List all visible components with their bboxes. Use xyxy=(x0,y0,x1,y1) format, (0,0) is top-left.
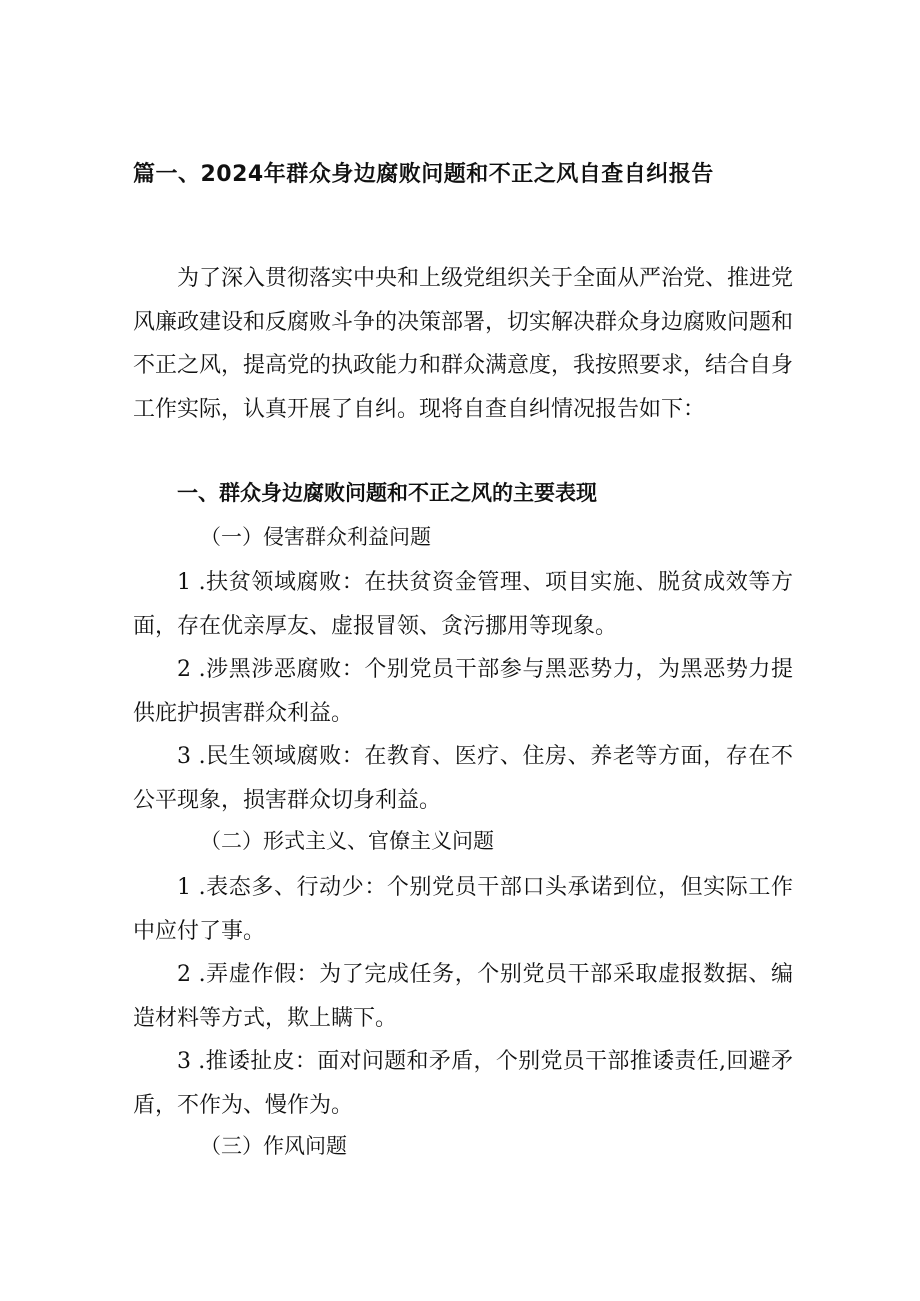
list-item: 2 .弄虚作假：为了完成任务，个别党员干部采取虚报数据、编造材料等方式，欺上瞒下。 xyxy=(133,962,793,1031)
document-title: 篇一、2024年群众身边腐败问题和不正之风自查自纠报告 xyxy=(133,162,714,187)
subsection-heading: （三）作风问题 xyxy=(200,1134,347,1158)
subsection-heading: （二）形式主义、官僚主义问题 xyxy=(200,829,494,853)
list-item: 1 .扶贫领域腐败：在扶贫资金管理、项目实施、脱贫成效等方面，存在优亲厚友、虚报冒领、贪污挪用等现象。 xyxy=(133,570,793,639)
list-item: 3 .民生领域腐败：在教育、医疗、住房、养老等方面，存在不公平现象，损害群众切身利益。 xyxy=(133,744,793,813)
list-item: 3 .推诿扯皮：面对问题和矛盾，个别党员干部推诿责任,回避矛盾，不作为、慢作为。 xyxy=(133,1049,793,1118)
subsection-heading: （一）侵害群众利益问题 xyxy=(200,525,431,549)
list-item: 2 .涉黑涉恶腐败：个别党员干部参与黑恶势力，为黑恶势力提供庇护损害群众利益。 xyxy=(133,657,793,726)
list-item: 1 .表态多、行动少：个别党员干部口头承诺到位，但实际工作中应付了事。 xyxy=(133,875,793,944)
section-heading: 一、群众身边腐败问题和不正之风的主要表现 xyxy=(177,481,597,505)
intro-paragraph: 为了深入贯彻落实中央和上级党组织关于全面从严治党、推进党风廉政建设和反腐败斗争的决策部署，切实解决群众身边腐败问题和不正之风，提高党的执政能力和群众满意度，我按照要求，结合自身工作实际，认真开展了自纠。现将自查自纠情况报告如下： xyxy=(133,266,794,422)
